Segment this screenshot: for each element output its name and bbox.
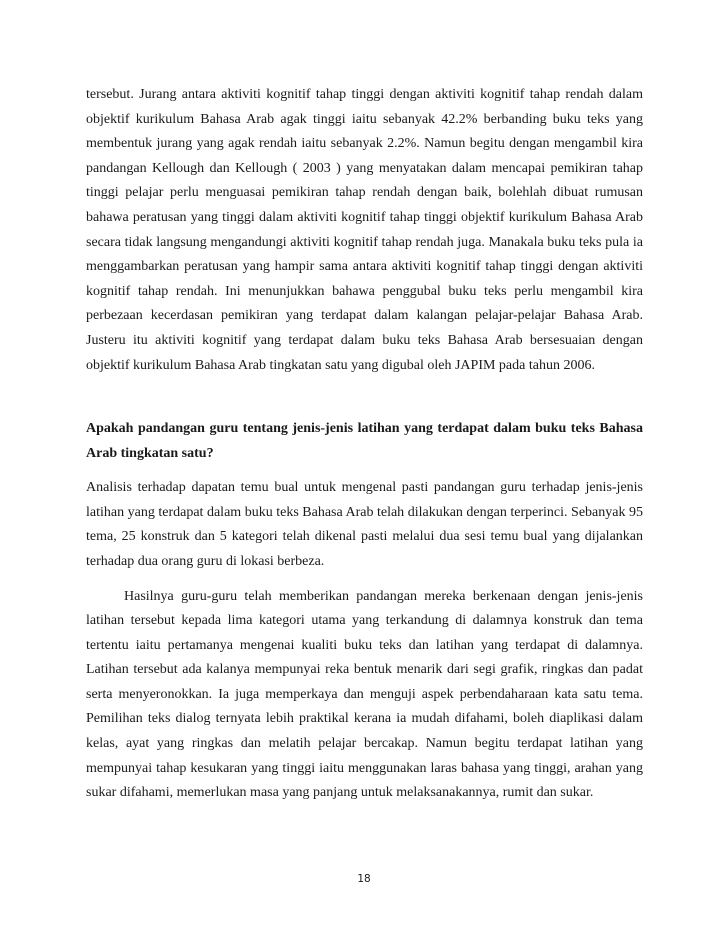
section-heading: Apakah pandangan guru tentang jenis-jenis latihan yang terdapat dalam buku teks Bahasa Arab tingkatan satu?	[86, 421, 643, 462]
heading-spacer	[86, 466, 643, 476]
body-paragraph: Analisis terhadap dapatan temu bual untuk mengenal pasti pandangan guru terhadap jenis-jenis latihan yang terdapat dalam buku teks Bahasa Arab telah dilakukan dengan terperinci. Sebanyak 95 tema, 25 konstruk dan 5 kategori telah dikenal pasti melalui dua sesi temu bual yang dijalankan terhadap dua orang guru di lokasi berbeza.	[86, 480, 643, 569]
page-number: 18	[357, 873, 371, 885]
paragraph-spacer	[86, 575, 643, 585]
section-spacer	[86, 378, 643, 416]
body-paragraph: Hasilnya guru-guru telah memberikan pandangan mereka berkenaan dengan jenis-jenis latihan tersebut kepada lima kategori utama yang terkandung di dalamnya konstruk dan tema tertentu iaitu pertamanya mengenai kualiti buku teks dan latihan yang terdapat di dalamnya. Latihan tersebut ada kalanya mempunyai reka bentuk menarik dari segi grafik, ringkas dan padat serta menyeronokkan. Ia juga memperkaya dan menguji aspek perbendaharaan kata satu tema. Pemilihan teks dialog ternyata lebih praktikal kerana ia mudah difahami, boleh diaplikasi dalam kelas, ayat yang ringkas dan melatih pelajar bercakap. Namun begitu terdapat latihan yang mempunyai tahap kesukaran yang tinggi iaitu menggunakan laras bahasa yang tinggi, arahan yang sukar difahami, memerlukan masa yang panjang untuk melaksanakannya, rumit dan sukar.	[86, 588, 643, 801]
document-body	[86, 83, 643, 806]
body-paragraph: tersebut. Jurang antara aktiviti kognitif tahap tinggi dengan aktiviti kognitif tahap rendah dalam objektif kurikulum Bahasa Arab agak tinggi iaitu sebanyak 42.2% berbanding buku teks yang membentuk jurang yang agak rendah iaitu sebanyak 2.2%. Namun begitu dengan mengambil kira pandangan Kellough dan Kellough ( 2003 ) yang menyatakan dalam mencapai pemikiran tahap tinggi pelajar perlu menguasai pemikiran tahap rendah dengan baik, bolehlah dibuat rumusan bahawa peratusan yang tinggi dalam aktiviti kognitif tahap tinggi objektif kurikulum Bahasa Arab secara tidak langsung mengandungi aktiviti kognitif tahap rendah juga. Manakala buku teks pula ia menggambarkan peratusan yang hampir sama antara aktiviti kognitif tahap tinggi dengan aktiviti kognitif tahap rendah. Ini menunjukkan bahawa penggubal buku teks perlu mengambil kira perbezaan kecerdasan pemikiran yang terdapat dalam kalangan pelajar-pelajar Bahasa Arab. Justeru itu aktiviti kognitif yang terdapat dalam buku teks Bahasa Arab bersesuaian dengan objektif kurikulum Bahasa Arab tingkatan satu yang digubal oleh JAPIM pada tahun 2006.	[86, 87, 643, 373]
